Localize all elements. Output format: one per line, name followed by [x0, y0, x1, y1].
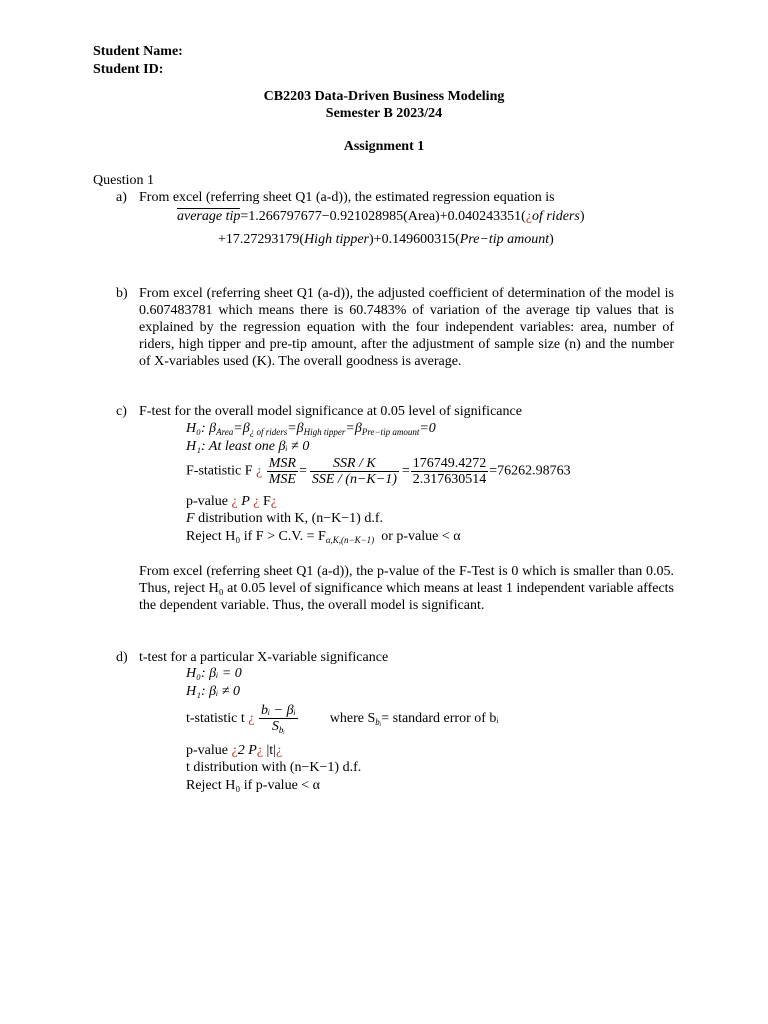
- d-distribution: t distribution with (n−K−1) d.f.: [186, 760, 362, 775]
- t-frac-den: S: [271, 719, 279, 734]
- h0-sub-area: Area: [216, 427, 234, 437]
- student-name-label: Student Name:: [93, 44, 183, 59]
- part-a-text: From excel (referring sheet Q1 (a-d)), the estimated regression equation is: [139, 190, 555, 205]
- question-title: Question 1: [93, 173, 155, 188]
- invq-glyph: ¿: [270, 494, 277, 509]
- fstat-label: F-statistic F: [186, 463, 253, 479]
- c-reject-tail: or p-value < α: [381, 529, 461, 544]
- frac-ssr-k: SSR / K: [310, 456, 399, 472]
- invq-glyph: ¿: [231, 743, 238, 758]
- c-null-hypothesis: H₀: $\beta_{Area}=\beta_{¿ of riders}=\beta_{High tipper}=\beta_{Pre-tip amount}=0$: [186, 421, 436, 437]
- h0-prefix: H₀: β: [186, 421, 217, 436]
- d-pvalue-2P: 2 P: [237, 743, 257, 758]
- part-d-text: t-test for a particular X-variable significance: [139, 650, 389, 665]
- c-p-value: [186, 493, 277, 510]
- f-statistic: F-statistic F ¿ $\frac{\text{MSR}}{\text{MSE}}$ = $\frac{\text{SSR / K}}{\text{SSE / (n−K−1)}}$ = $\frac{176749.4272}{2.317630514}$ =76262.98763: [186, 456, 571, 487]
- d-reject-rule: Reject H₀ if p-value < α: [186, 778, 321, 793]
- frac-den-value: 2.317630514: [412, 472, 487, 487]
- tstat-label: t-statistic t: [186, 711, 245, 727]
- regression-equation-line1: average tip=1.266797677−0.921028985(Area)+0.040243351(¿of riders): [177, 209, 585, 224]
- part-c-marker: c): [116, 404, 127, 419]
- frac-msr: MSR: [268, 456, 296, 471]
- invq-glyph: ¿: [525, 209, 532, 224]
- average-tip-symbol: average tip: [177, 209, 241, 224]
- eq-var-pretip: Pre−tip amount: [459, 232, 550, 247]
- d-pvalue-t: |t|: [266, 743, 276, 758]
- invq-glyph: ¿: [231, 494, 238, 509]
- c-dist-text: distribution with K, (n−K−1) d.f.: [198, 511, 384, 526]
- part-a-marker: a): [116, 190, 127, 205]
- part-c-text: F-test for the overall model significance at 0.05 level of significance: [139, 404, 522, 419]
- h0-end: =0: [419, 421, 436, 436]
- d-pvalue-label: p-value: [186, 743, 228, 758]
- where-sub: bᵢ: [375, 717, 382, 728]
- assignment-title: Assignment 1: [343, 139, 425, 154]
- c-reject-text: Reject H₀ if F > C.V. = F: [186, 529, 326, 544]
- c-conclusion: From excel (referring sheet Q1 (a-d)), the p-value of the F-Test is 0 which is smaller than 0.05. Thus, reject H₀ at 0.05 level of significance which means at least 1 independent variable affects the dependent variable. Thus, the overall model is significant.: [139, 564, 674, 613]
- eq-var-riders: of riders: [531, 209, 580, 224]
- frac-num-value: 176749.4272: [412, 456, 487, 471]
- eq-var-high-tipper: High tipper: [304, 232, 370, 247]
- semester: Semester B 2023/24: [325, 106, 443, 121]
- eq-line1-terms: =1.266797677−0.921028985(Area)+0.040243351(: [240, 209, 526, 224]
- h0-sub-pretip: Pre−tip amount: [361, 427, 420, 437]
- h0-sub-riders: ¿ of riders: [249, 427, 288, 437]
- t-statistic: [186, 703, 499, 735]
- pvalue-label: p-value: [186, 494, 228, 509]
- eq-line2-post: ): [549, 232, 554, 247]
- part-b-text: From excel (referring sheet Q1 (a-d)), the adjusted coefficient of determination of the model is 0.607483781 which means there is 60.7483% of variation of the average tip values that is explained by the regression equation with the four independent variables: area, number of riders, high tipper and pre-tip amount, after the adjustment of sample size (n) and the number of X-variables used (K). The overall goodness is average.: [139, 286, 674, 369]
- regression-equation-line2: [218, 231, 554, 248]
- t-frac-num: bᵢ − βᵢ: [260, 703, 296, 718]
- pvalue-F: F: [262, 494, 271, 509]
- d-null-hypothesis: H₀: βᵢ = 0: [186, 666, 242, 681]
- pvalue-P: P: [241, 494, 250, 509]
- invq-glyph: ¿: [248, 711, 255, 727]
- eq-line2-pre: +17.27293179(: [218, 232, 305, 247]
- d-p-value: [186, 742, 282, 759]
- c-reject-rule: [186, 528, 461, 546]
- part-d-marker: d): [116, 650, 128, 665]
- eq-line2-mid: )+0.149600315(: [369, 232, 460, 247]
- invq-glyph: ¿: [256, 743, 263, 758]
- c-alt-hypothesis: H₁: At least one βᵢ ≠ 0: [186, 439, 310, 454]
- part-b-marker: b): [116, 286, 128, 301]
- t-frac-den-sub: bᵢ: [278, 725, 285, 735]
- frac-sse-n: SSE / (n−K−1): [311, 472, 397, 487]
- c-distribution: F distribution with K, (n−K−1) d.f.: [186, 511, 384, 526]
- invq-glyph: ¿: [253, 494, 260, 509]
- where-tail: = standard error of bᵢ: [381, 711, 499, 727]
- invq-glyph: ¿: [256, 463, 263, 479]
- frac-mse: MSE: [268, 472, 296, 487]
- d-alt-hypothesis: H₁: βᵢ ≠ 0: [186, 684, 241, 699]
- h0-sub-hightipper: High tipper: [303, 427, 346, 437]
- where-label: where S: [329, 711, 376, 727]
- fstat-result: =76262.98763: [489, 463, 571, 479]
- invq-glyph: ¿: [275, 743, 283, 758]
- course-title: CB2203 Data-Driven Business Modeling: [263, 89, 505, 104]
- student-id-label: Student ID:: [93, 62, 164, 77]
- c-reject-sub: α,K,(n−K−1): [325, 535, 375, 545]
